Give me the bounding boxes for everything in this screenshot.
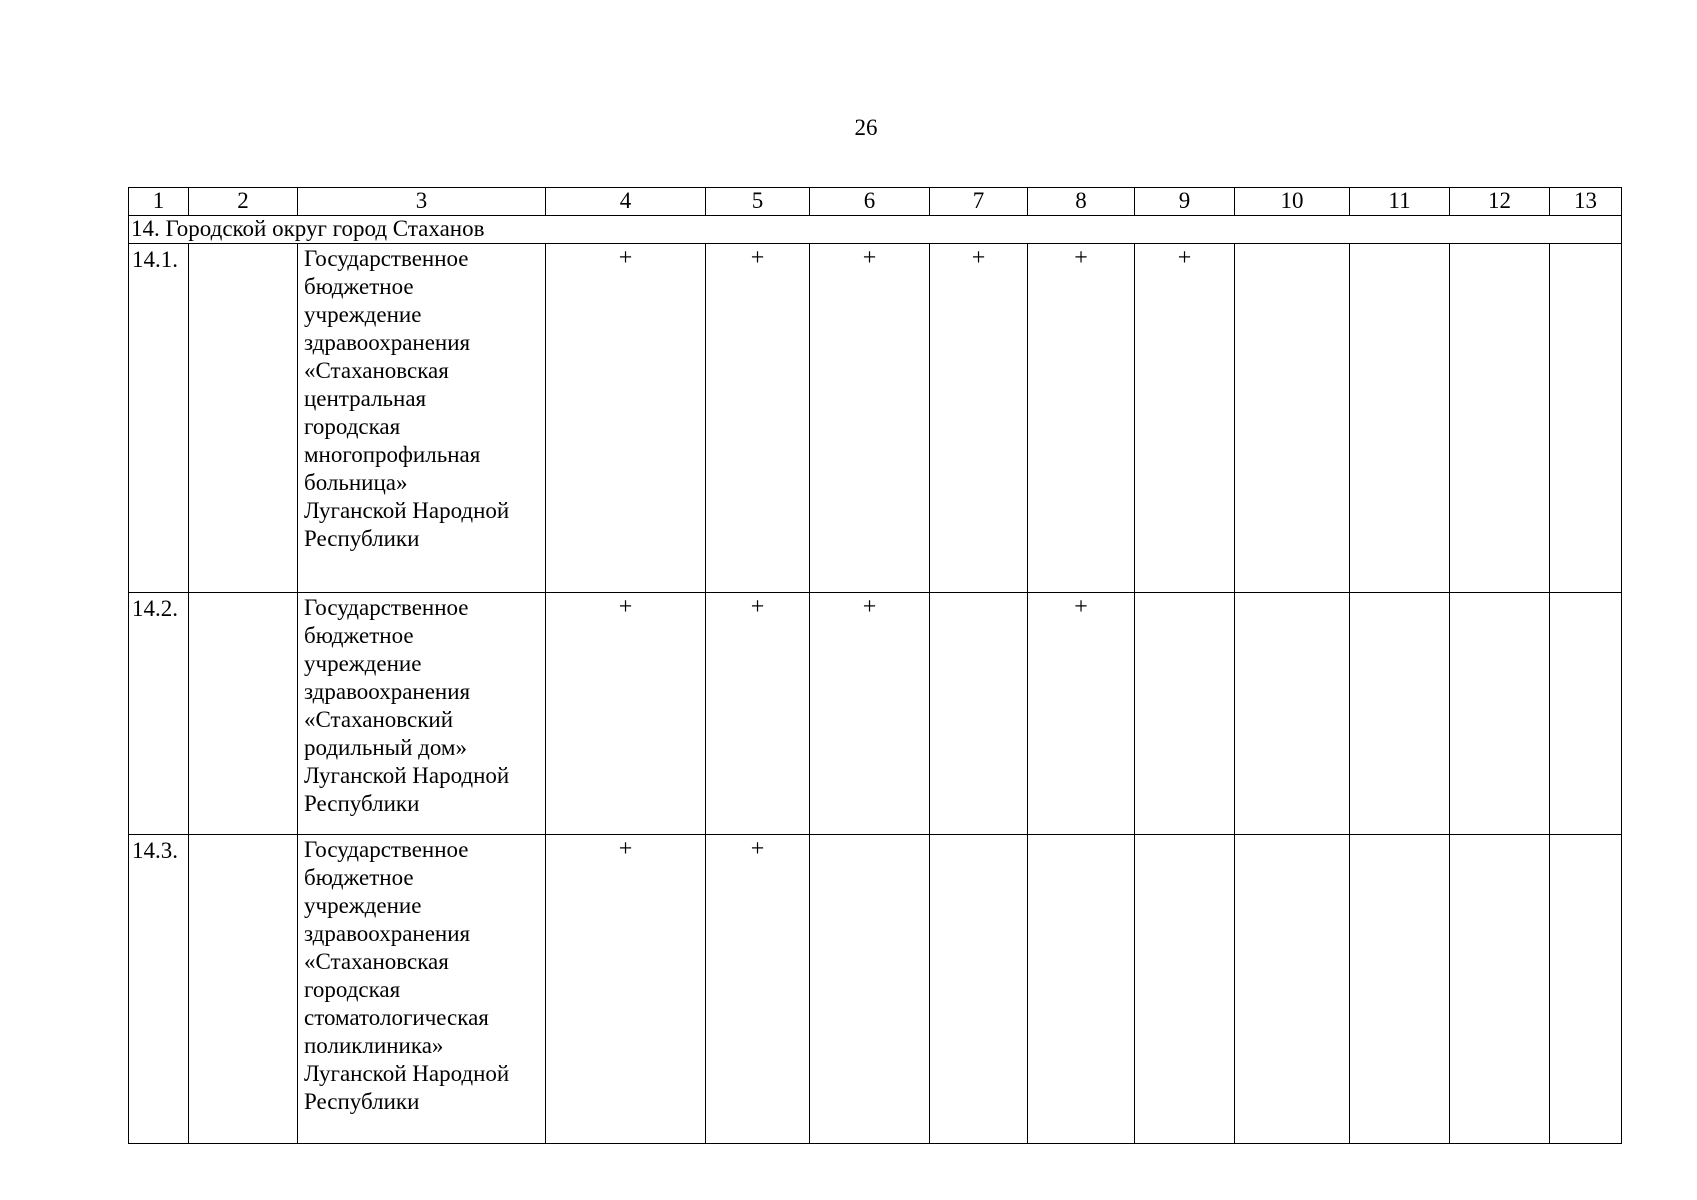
mark-col-12 [1450,835,1550,1144]
name-line: «Стахановский [304,707,454,732]
name-line: больница» [304,470,408,495]
institution-name [298,593,546,835]
name-line: Луганской Народной [304,1061,510,1086]
mark-col-4: + [546,835,706,1144]
column-header-8: 8 [1028,188,1135,216]
name-line: учреждение [304,651,422,676]
column-header-5: 5 [706,188,810,216]
column-header-3: 3 [298,188,546,216]
mark-col-5: + [706,593,810,835]
mark-col-4: + [546,593,706,835]
mark-col-5: + [706,835,810,1144]
column-header-10: 10 [1235,188,1350,216]
name-line: «Стахановская [304,949,449,974]
row-number: 14.2. [129,593,189,835]
table-row [129,593,1622,835]
name-line: Луганской Народной [304,498,510,523]
table-row [129,835,1622,1144]
mark-col-8: + [1028,244,1135,593]
mark-col-4: + [546,244,706,593]
name-line: стоматологическая [304,1005,489,1030]
column-header-4: 4 [546,188,706,216]
institution-name [298,244,546,593]
name-line: учреждение [304,893,422,918]
column-header-7: 7 [930,188,1028,216]
mark-col-8 [1028,835,1135,1144]
mark-col-5: + [706,244,810,593]
name-line: центральная [304,386,427,411]
row-col2 [189,593,298,835]
mark-col-13 [1550,593,1622,835]
mark-col-13 [1550,244,1622,593]
column-number-row [129,188,1622,216]
name-line: бюджетное [304,623,414,648]
facilities-table [128,187,1622,1144]
column-header-2: 2 [189,188,298,216]
mark-col-11 [1350,244,1450,593]
name-line: учреждение [304,302,422,327]
name-line: Республики [304,526,420,551]
mark-col-7 [930,835,1028,1144]
mark-col-7 [930,593,1028,835]
row-number: 14.3. [129,835,189,1144]
mark-col-9 [1135,835,1235,1144]
mark-col-8: + [1028,593,1135,835]
column-header-13: 13 [1550,188,1622,216]
column-header-9: 9 [1135,188,1235,216]
group-row [129,216,1622,244]
column-header-11: 11 [1350,188,1450,216]
mark-col-12 [1450,593,1550,835]
mark-col-7: + [930,244,1028,593]
institution-name [298,835,546,1144]
mark-col-9 [1135,593,1235,835]
name-line: многопрофильная [304,442,481,467]
mark-col-9: + [1135,244,1235,593]
name-line: городская [304,977,401,1002]
name-line: здравоохранения [304,679,471,704]
mark-col-10 [1235,593,1350,835]
column-header-12: 12 [1450,188,1550,216]
mark-col-11 [1350,835,1450,1144]
name-line: Республики [304,1089,420,1114]
mark-col-13 [1550,835,1622,1144]
mark-col-10 [1235,244,1350,593]
name-line: родильный дом» [304,735,467,760]
mark-col-6 [810,835,930,1144]
row-col2 [189,835,298,1144]
group-title: 14. Городской округ город Стаханов [129,216,1622,244]
mark-col-6: + [810,244,930,593]
name-line: Государственное [304,595,469,620]
row-number: 14.1. [129,244,189,593]
name-line: «Стахановская [304,358,449,383]
mark-col-11 [1350,593,1450,835]
column-header-1: 1 [129,188,189,216]
name-line: поликлиника» [304,1033,444,1058]
page-number: 26 [854,115,878,140]
mark-col-10 [1235,835,1350,1144]
mark-col-12 [1450,244,1550,593]
name-line: здравоохранения [304,921,471,946]
name-line: здравоохранения [304,330,471,355]
name-line: Республики [304,791,420,816]
table-row [129,244,1622,593]
name-line: Государственное [304,246,469,271]
name-line: Государственное [304,837,469,862]
name-line: бюджетное [304,274,414,299]
column-header-6: 6 [810,188,930,216]
mark-col-6: + [810,593,930,835]
name-line: Луганской Народной [304,763,510,788]
name-line: бюджетное [304,865,414,890]
name-line: городская [304,414,401,439]
row-col2 [189,244,298,593]
